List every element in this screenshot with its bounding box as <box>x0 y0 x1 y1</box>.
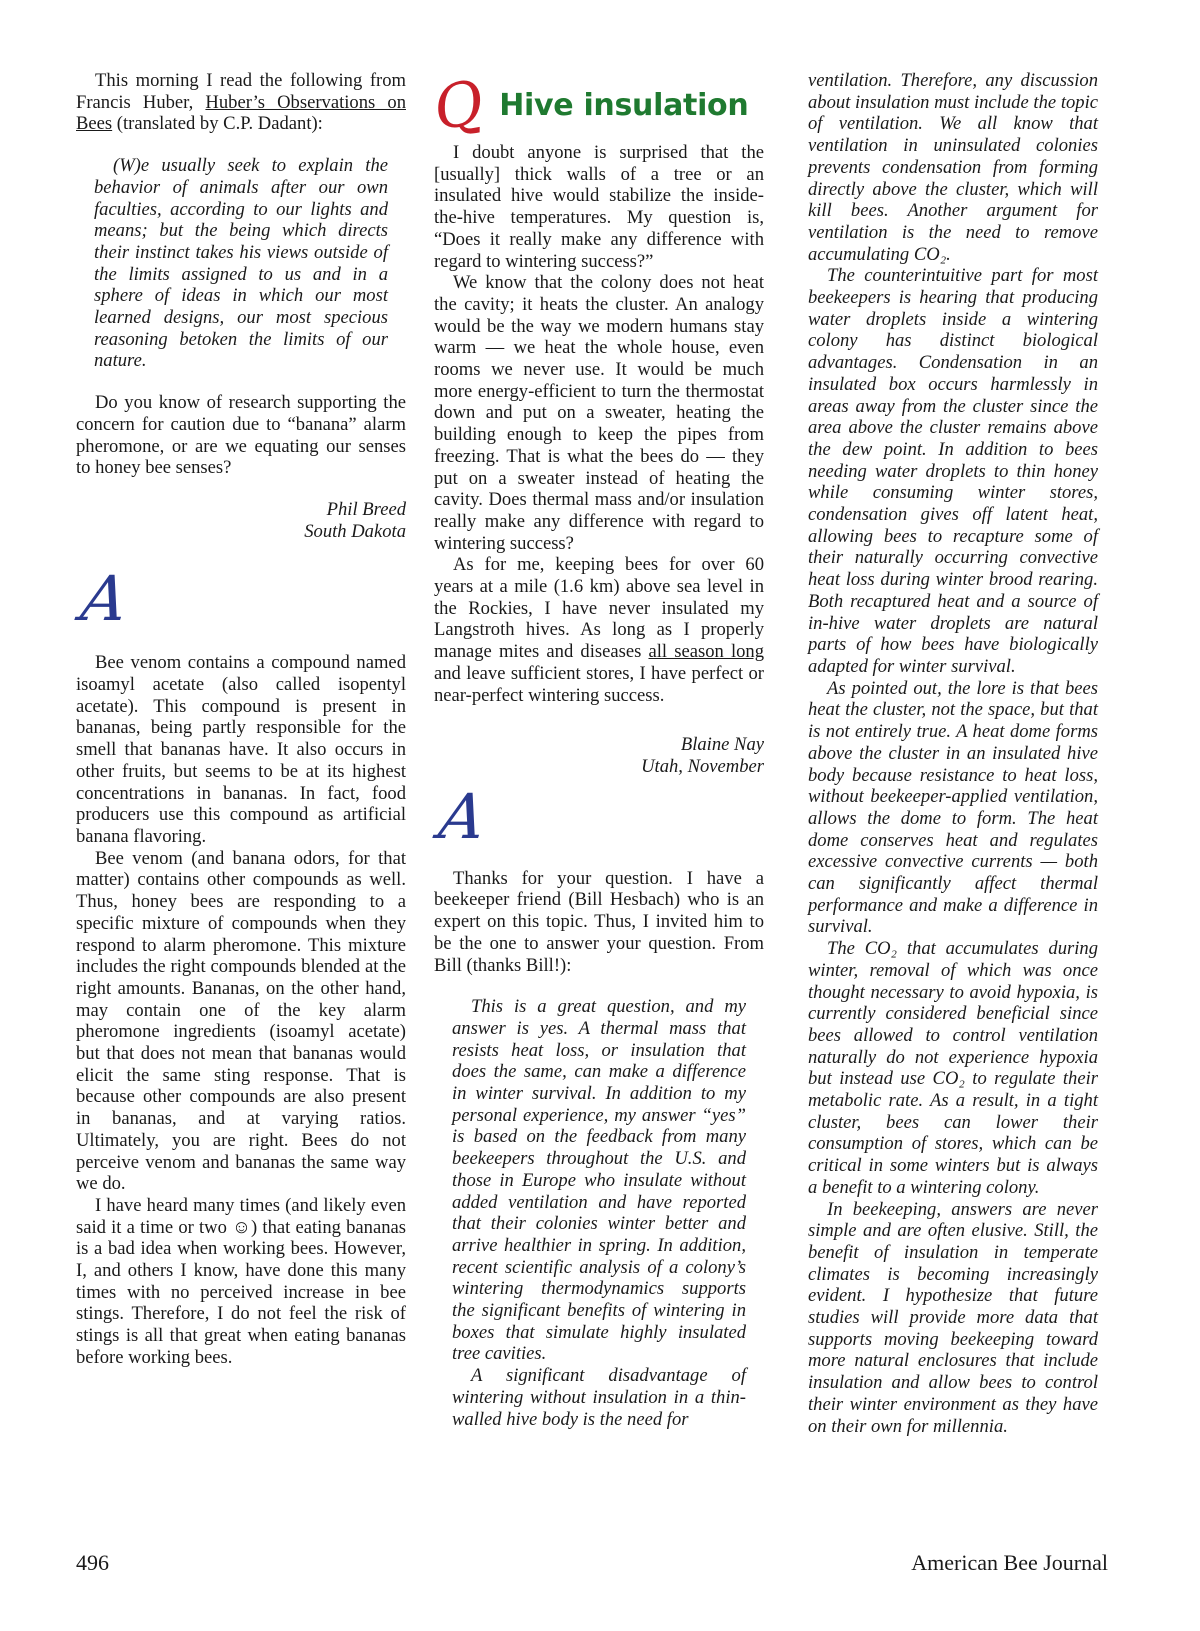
bill-quote: This is a great question, and my answer is yes. A thermal mass that resists heat loss, or insulation that does the same, can make a difference in winter survival. In addition to my personal experience, my answer “yes” is based on the feedback from many beekeepers throughout the U.S. and those in Europe who insulate without added ventilation and have reported that their colonies winter better and arrive healthier in spring. In addition, recent scientific analysis of a colony’s wintering thermodynamics supports the significant benefits of wintering in boxes that simulate highly insulated tree cavities. <box>452 996 746 1365</box>
question-paragraph: We know that the colony does not heat the cavity; it heats the cluster. An analogy would be the way we modern humans stay warm — we heat the whole house, even rooms we never use. It would be much more energy-efficient to turn the thermostat down and put on a sweater, heating the building enough to keep the pipes from freezing. That is what the bees do — they put on a sweater instead of heating the cavity. Does thermal mass and/or insulation really make any difference with regard to wintering success? <box>434 272 764 554</box>
journal-name: American Bee Journal <box>911 1550 1108 1575</box>
question-paragraph: Do you know of research supporting the concern for caution due to “banana” alarm pheromone, or are we equating our senses to honey bee senses? <box>76 392 406 479</box>
answer-paragraph: I have heard many times (and likely even said it a time or two ☺) that eating bananas is a bad idea when working bees. However, I, and others I know, have done this many times with no perceived increase in bee stings. Therefore, I do not feel the risk of stings is all that great when eating bananas before working bees. <box>76 1194 406 1368</box>
signature-place: South Dakota <box>304 520 406 542</box>
signature-name: Phil Breed <box>326 498 406 520</box>
question-letter: Q <box>428 67 489 145</box>
question-header <box>428 67 764 145</box>
book-title: Huber’s Observations on Bees <box>76 91 406 135</box>
answer-letter: A <box>434 779 490 853</box>
bill-paragraph: The CO₂ that accumulates during winter, removal of which was once thought necessary to avoid hypoxia, is currently considered beneficial since bees allowed to control ventilation naturally do not experience hypoxia but instead use CO₂ to regulate their metabolic rate. As a result, in a tight cluster, bees can lower their consumption of stores, which can be critical in some winters but is always a benefit to a wintering colony. <box>808 938 1098 1198</box>
column-middle <box>428 67 764 1430</box>
huber-quote: (W)e usually seek to explain the behavior of animals after our own faculties, according to our lights and means; but the being which directs their instinct takes his views outside of the limits assigned to us and in a sphere of ideas in which our most learned designs, our most specious reasoning betoken the limits of our nature. <box>94 155 388 372</box>
bill-paragraph: The counterintuitive part for most beekeepers is hearing that producing water droplets inside a wintering colony has distinct biological advantages. Condensation in an insulated box occurs harmlessly in areas away from the cluster since the area above the cluster remains above the dew point. In addition to bees needing water droplets to thin honey while consuming winter stores, condensation gives off latent heat, allowing bees to recapture some of their naturally occurring convective heat loss during winter brood rearing. Both recaptured heat and a source of in-hive water droplets are natural parts of how bees have biologically adapted for winter survival. <box>808 265 1098 677</box>
question-paragraph: I doubt anyone is surprised that the [usually] thick walls of a tree or an insulated hive would stabilize the inside-the-hive temperatures. My question is, “Does it really make any difference with regard to wintering success?” <box>434 142 764 272</box>
page-number: 496 <box>76 1550 109 1575</box>
bill-paragraph: ventilation. Therefore, any discussion about insulation must include the topic of ventilation. We all know that ventilation in uninsulated colonies prevents condensation from forming directly above the cluster, which will kill bees. Another argument for ventilation is the need to remove accumulating CO₂. <box>808 70 1098 265</box>
answer-paragraph: Bee venom contains a compound named isoamyl acetate (also called isopentyl acetate). This compound is present in bananas, being partly responsible for the smell that bananas have. It also occurs in other fruits, but seems to be at its highest concentrations in bananas. In fact, food producers use this compound as artificial banana flavoring. <box>76 652 406 847</box>
bill-paragraph: In beekeeping, answers are never simple and are often elusive. Still, the benefit of insulation in temperate climates is becoming increasingly evident. I hypothesize that future studies will provide more data that supports moving beekeeping toward more natural enclosures that include insulation and allow bees to control their winter environment as they have on their own for millennia. <box>808 1198 1098 1437</box>
question-paragraph: As for me, keeping bees for over 60 years at a mile (1.6 km) above sea level in the Rockies, I have never insulated my Langstroth hives. As long as I properly manage mites and diseases all season long and leave sufficient stores, I have perfect or near-perfect wintering success. <box>434 554 764 706</box>
bill-quote: A significant disadvantage of wintering without insulation in a thin-walled hive body is the need for <box>452 1365 746 1430</box>
answer-letter: A <box>76 562 132 636</box>
answer-paragraph: Bee venom (and banana odors, for that matter) contains other compounds as well. Thus, honey bees are responding to a specific mixture of compounds when they respond to alarm pheromone. This mixture includes the right compounds blended at the right amounts. Bananas, on the other hand, may contain one of the key alarm pheromone ingredients (isoamyl acetate) but that does not mean that bananas would elicit the same sting response. That is because other compounds are also present in bananas, and at varying ratios. Ultimately, you are right. Bees do not perceive venom and bananas the same way we do. <box>76 847 406 1195</box>
article-title: Hive insulation <box>499 88 749 124</box>
signature-place: Utah, November <box>641 755 764 777</box>
bill-paragraph: As pointed out, the lore is that bees heat the cluster, not the space, but that is not entirely true. A heat dome forms above the cluster in an insulated hive body because resistance to heat loss, without beekeeper-applied ventilation, allows the dome to form. The heat dome conserves heat and regulates excessive convective currents — both can significantly affect thermal performance and make a difference in survival. <box>808 677 1098 938</box>
column-right <box>808 70 1098 1437</box>
intro-paragraph: This morning I read the following from Francis Huber, Huber’s Observations on Bees (translated by C.P. Dadant): <box>76 70 406 135</box>
column-left <box>76 70 406 1369</box>
signature-name: Blaine Nay <box>680 734 764 756</box>
answer-paragraph: Thanks for your question. I have a beekeeper friend (Bill Hesbach) who is an expert on this topic. Thus, I invited him to be the one to answer your question. From Bill (thanks Bill!): <box>434 867 764 976</box>
